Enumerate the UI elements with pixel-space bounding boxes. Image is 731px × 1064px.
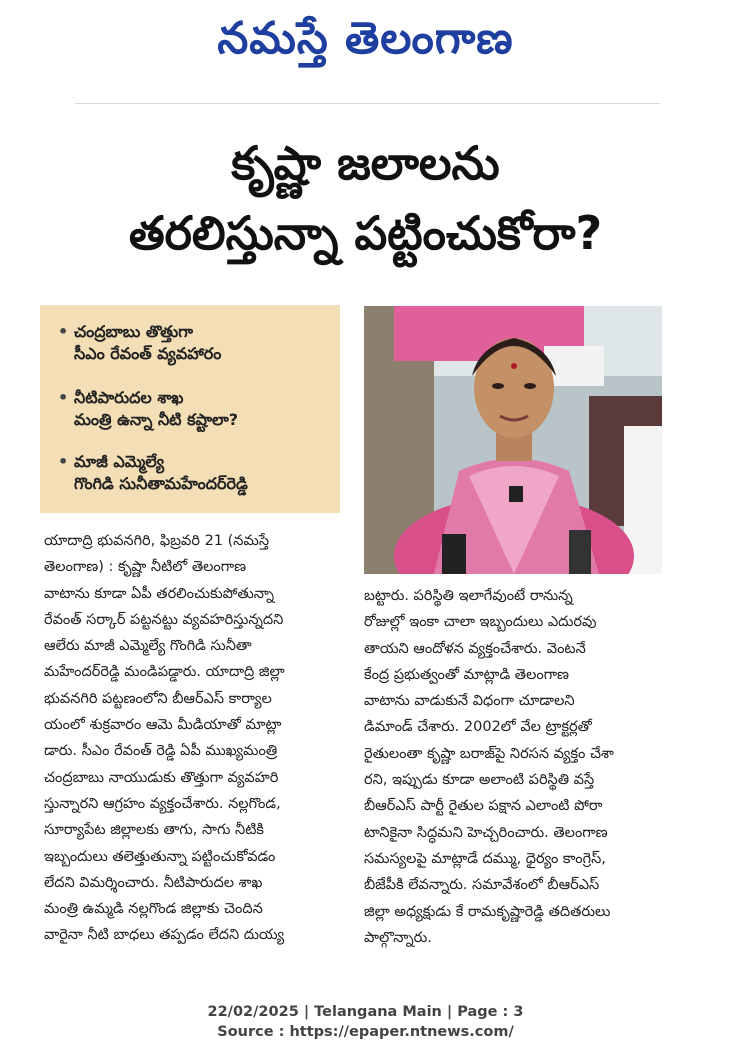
highlight-line: గొంగిడి సునీతామహేందర్‌రెడ్డి [74,474,248,493]
text-line: టానికైనా సిద్ధమని హెచ్చరించారు. తెలంగాణ [364,824,608,841]
masthead-divider [75,103,660,104]
text-line: యంలో శుక్రవారం ఆమె మీడియాతో మాట్లా [44,717,282,734]
text-line: మంత్రి ఉమ్మడి నల్లగొండ జిల్లాకు చెందిన [44,901,263,918]
text-line: పాల్గొన్నారు. [364,929,432,946]
highlight-line: సీఎం రేవంత్ వ్యవహారం [74,344,222,363]
text-line: చంద్రబాబు నాయుడుకు తొత్తుగా వ్యవహరి [44,769,279,786]
speaker-photo [364,306,662,574]
text-line: డారు. సీఎం రేవంత్ రెడ్డి ఏపీ ముఖ్యమంత్రి [44,743,278,760]
text-line: బీఆర్‌ఎస్ పార్టీ రైతుల పక్షాన ఎలాంటి పోరా [364,798,603,815]
text-line: రేవంత్ సర్కార్ పట్టనట్టు వ్యవహరిస్తున్నదని [44,611,284,628]
text-line: తాయని ఆందోళన వ్యక్తంచేశారు. వెంటనే [364,640,586,657]
highlight-item [58,387,238,443]
highlights-box [40,305,340,513]
text-line: బీజేపీకి లేవన్నారు. సమావేశంలో బీఆర్‌ఎస్ [364,877,600,894]
highlight-item [58,451,248,507]
text-line: స్తున్నారని ఆగ్రహం వ్యక్తంచేశారు. నల్లగొండ, [44,795,281,812]
highlight-item [58,321,221,377]
text-line: యాదాద్రి భువనగిరి, ఫిబ్రవరి 21 (నమస్తే [44,533,269,549]
highlight-line: మాజీ ఎమ్మెల్యే [74,452,165,471]
footer-date-page: 22/02/2025 | Telangana Main | Page : 3 [207,1004,524,1020]
footer-source: Source : https://epaper.ntnews.com/ [217,1024,514,1040]
text-line: రోజుల్లో ఇంకా చాలా ఇబ్బందులు ఎదురవు [364,614,597,631]
text-line: భువనగిరి పట్టణంలోని బీఆర్‌ఎస్ కార్యాల [44,690,272,707]
text-line: డిమాండ్ చేశారు. 2002లో వేల ట్రాక్టర్లతో [364,719,592,736]
text-line: వారైనా నీటి బాధలు తప్పడం లేదని దుయ్య [44,927,285,944]
article-column-1 [44,528,340,949]
text-line: రని, ఇప్పుడు కూడా అలాంటి పరిస్థితి వస్తే [364,772,595,789]
bullet-icon: • [58,322,69,341]
text-line: బట్టారు. పరిస్థితి ఇలాగేవుంటే రానున్న [364,588,573,604]
text-line: రైతులంతా కృష్ణా బరాజ్‌పై నిరసన వ్యక్తం చేశా [364,745,614,762]
text-line: సమస్యలపై మాట్లాడే దమ్ము, ధైర్యం కాంగ్రెస్, [364,850,606,867]
text-line: ఇబ్బందులు తలెత్తుతున్నా పట్టించుకోవడం [44,848,276,865]
headline-line-1: కృష్ణా జలాలను [231,136,500,190]
text-line: తెలంగాణ) : కృష్ణా నీటిలో తెలంగాణ [44,559,247,576]
speaker-photo-illustration [364,306,662,574]
text-line: కేంద్ర ప్రభుత్వంతో మాట్లాడి తెలంగాణ [364,666,570,683]
bullet-icon: • [58,388,69,407]
text-line: సూర్యాపేట జిల్లాలకు తాగు, సాగు నీటికి [44,822,264,839]
headline-line-2: తరలిస్తున్నా పట్టించుకోరా? [128,206,603,260]
text-line: జిల్లా అధ్యక్షుడు కే రామకృష్ణారెడ్డి తదితరులు [364,903,611,920]
highlight-line: మంత్రి ఉన్నా నీటి కష్టాలా? [74,410,238,429]
bullet-icon: • [58,452,69,471]
text-line: లేదని విమర్శించారు. నీటిపారుదల శాఖ [44,874,263,891]
highlight-line: చంద్రబాబు తొత్తుగా [74,322,193,341]
text-line: వాటాను వాడుకునే విధంగా చూడాలని [364,693,575,710]
article-column-2 [364,583,662,951]
text-line: మహేందర్‌రెడ్డి మండిపడ్డారు. యాదాద్రి జిల్లా [44,664,285,681]
newspaper-masthead: నమస్తే తెలంగాణ [217,13,514,64]
text-line: వాటాను కూడా ఏపీ తరలించుకుపోతున్నా [44,585,275,602]
text-line: ఆలేరు మాజీ ఎమ్మెల్యే గొంగిడి సునీతా [44,638,252,655]
highlight-line: నీటిపారుదల శాఖ [74,388,184,407]
